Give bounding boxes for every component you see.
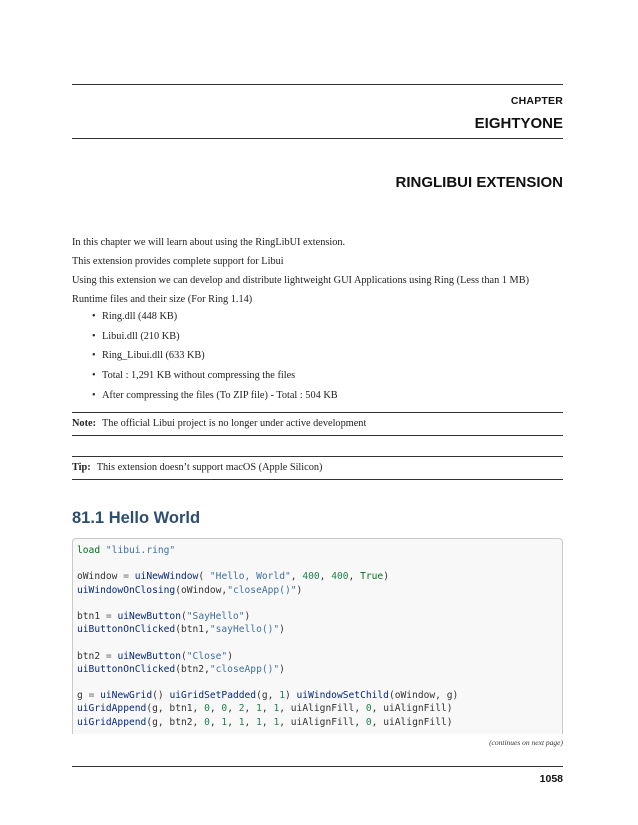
code-token: 1 (273, 703, 280, 715)
code-line (77, 585, 302, 596)
code-token: , uiAlignFill, (279, 703, 366, 715)
code-listing (77, 544, 458, 729)
code-token: , (319, 571, 332, 583)
code-token: (oWindow, g) (388, 690, 459, 702)
chapter-label: CHAPTER (510, 95, 563, 107)
code-token: ) (279, 624, 285, 636)
code-token: , (244, 703, 257, 715)
code-token: "sayHello()" (209, 624, 280, 636)
code-token: ) (284, 690, 297, 702)
note-text: The official Libui project is no longer under active development (102, 418, 367, 429)
code-token: (btn2, (175, 663, 210, 675)
code-token: , (261, 716, 274, 728)
code-line (77, 717, 453, 728)
code-token: uiNewButton (117, 611, 181, 623)
code-token: 0 (365, 716, 372, 728)
code-token: 1 (279, 690, 285, 702)
code-token: 400 (302, 571, 320, 583)
code-token: ) (296, 584, 303, 596)
runtime-files-list (92, 310, 338, 408)
code-line (77, 545, 175, 556)
code-token: uiGridAppend (77, 716, 147, 728)
tip-box (72, 462, 322, 473)
code-line (77, 611, 250, 622)
code-token: = (105, 611, 112, 623)
footer-rule (72, 766, 563, 767)
code-token: , uiAlignFill) (371, 716, 453, 728)
code-token: uiButtonOnClicked (77, 624, 176, 636)
note-label: Note: (72, 418, 97, 429)
code-token: , (227, 703, 239, 715)
code-token: uiNewGrid (100, 690, 153, 702)
code-token: , (290, 571, 303, 583)
code-token: , uiAlignFill) (371, 703, 453, 715)
code-token: , (227, 716, 239, 728)
code-token: , (209, 703, 222, 715)
code-token: , (348, 571, 361, 583)
code-token: 0 (204, 716, 210, 728)
code-token: (g, btn1, (146, 703, 205, 715)
code-token: load (77, 545, 101, 556)
tip-top-rule (72, 456, 563, 457)
code-line (77, 571, 389, 582)
code-token: uiGridAppend (77, 703, 147, 715)
code-token: uiNewWindow (134, 571, 199, 583)
code-token: uiWindowOnClosing (77, 584, 176, 596)
note-top-rule (72, 412, 563, 413)
code-token: = (88, 690, 95, 702)
code-line (77, 690, 458, 701)
code-token: "Close" (186, 650, 228, 662)
code-line (77, 624, 285, 635)
page-number: 1058 (539, 773, 563, 785)
code-token: btn1 (77, 611, 106, 623)
code-token: , (209, 716, 222, 728)
code-token: uiButtonOnClicked (77, 663, 176, 675)
code-token: (btn1, (175, 624, 210, 636)
code-token: ( (181, 611, 187, 623)
code-token: 400 (331, 571, 349, 583)
code-token: , (244, 716, 257, 728)
code-token: "SayHello" (186, 611, 245, 623)
code-token: uiWindowSetChild (296, 690, 389, 702)
code-token: 1 (256, 716, 262, 728)
code-token: "libui.ring" (105, 545, 176, 556)
code-token: ( (198, 571, 210, 583)
code-token: 1 (273, 716, 280, 728)
code-token: (oWindow, (175, 584, 228, 596)
intro-paragraph: This extension provides complete support for Libui (72, 256, 284, 267)
code-token: ) (279, 663, 285, 675)
intro-paragraph: In this chapter we will learn about using the RingLibUI extension. (72, 237, 346, 248)
code-token: "closeApp()" (227, 584, 297, 596)
code-token: 0 (221, 703, 228, 715)
code-token: 0 (204, 703, 210, 715)
section-heading: 81.1 Hello World (72, 509, 201, 527)
code-token: ) (383, 571, 389, 583)
code-token: ) (227, 650, 233, 662)
code-token: uiNewButton (117, 650, 181, 662)
code-token: 2 (238, 703, 245, 715)
code-token: 1 (256, 703, 262, 715)
code-token: 1 (221, 716, 228, 728)
tip-label: Tip: (72, 462, 91, 473)
code-token: ( (181, 650, 187, 662)
list-item: • Total : 1,291 KB without compressing the files (92, 369, 338, 389)
code-token: uiGridSetPadded (169, 690, 257, 702)
code-token: = (105, 650, 112, 662)
code-line (77, 703, 453, 714)
chapter-title: EIGHTYONE (474, 115, 563, 132)
note-box (72, 418, 366, 429)
code-token: g (77, 690, 89, 702)
tip-text: This extension doesn’t support macOS (Apple Silicon) (96, 462, 323, 473)
list-item: • Ring.dll (448 KB) (92, 310, 338, 330)
code-token: (g, (256, 690, 280, 702)
code-token: 0 (365, 703, 372, 715)
code-token: True (360, 571, 384, 583)
code-token: "closeApp()" (209, 663, 280, 675)
note-bottom-rule (72, 435, 563, 436)
code-token: ) (244, 611, 251, 623)
code-line (77, 651, 233, 662)
code-token: (g, btn2, (146, 716, 205, 728)
code-token: "Hello, World" (209, 571, 291, 583)
code-token: , uiAlignFill, (279, 716, 366, 728)
continues-note: (continues on next page) (489, 738, 563, 747)
list-item: • Libui.dll (210 KB) (92, 330, 338, 350)
code-token: oWindow (77, 571, 124, 583)
chapter-title-rule (72, 138, 563, 139)
top-rule (72, 84, 563, 85)
intro-paragraph: Runtime files and their size (For Ring 1.14) (72, 294, 253, 305)
code-token: () (152, 690, 170, 702)
code-token: , (261, 703, 274, 715)
code-token: 1 (238, 716, 245, 728)
code-token: = (123, 571, 129, 583)
tip-bottom-rule (72, 479, 563, 480)
code-token: btn2 (77, 650, 106, 662)
page-title: RINGLIBUI EXTENSION (395, 174, 563, 191)
intro-paragraph: Using this extension we can develop and distribute lightweight GUI Applications using Ring (Less than 1 MB) (72, 275, 530, 286)
list-item: • After compressing the files (To ZIP file) - Total : 504 KB (92, 389, 338, 409)
list-item: • Ring_Libui.dll (633 KB) (92, 349, 338, 369)
code-line (77, 664, 285, 675)
